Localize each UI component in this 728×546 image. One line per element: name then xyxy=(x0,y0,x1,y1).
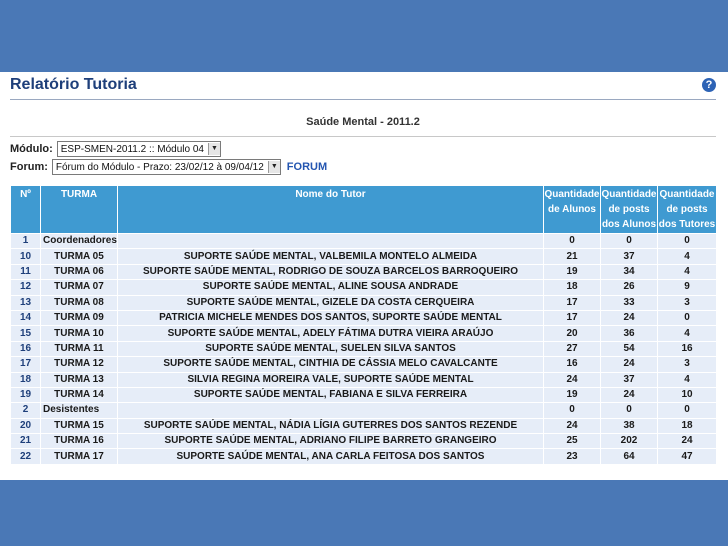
row-posts-tutores: 0 xyxy=(658,234,717,249)
row-number: 2 xyxy=(11,403,41,418)
row-posts-tutores: 4 xyxy=(658,372,717,387)
column-header-posts-tutores: Quantidade de posts dos Tutores xyxy=(658,186,717,234)
table-row xyxy=(11,310,717,325)
chevron-down-icon[interactable]: ▼ xyxy=(208,143,220,155)
table-row xyxy=(11,434,717,449)
page-title: Relatório Tutoria xyxy=(10,76,137,93)
table-row xyxy=(11,280,717,295)
row-posts-tutores: 47 xyxy=(658,449,717,464)
subtitle-divider xyxy=(10,136,716,137)
row-tutor: SUPORTE SAÚDE MENTAL, ADRIANO FILIPE BARRETO GRANGEIRO xyxy=(118,434,544,449)
row-alunos: 19 xyxy=(544,264,601,279)
column-header-number: Nº xyxy=(11,186,41,234)
column-header-alunos: Quantidade de Alunos xyxy=(544,186,601,234)
row-alunos: 17 xyxy=(544,310,601,325)
forum-select[interactable] xyxy=(52,159,281,175)
row-number: 14 xyxy=(11,310,41,325)
row-number: 22 xyxy=(11,449,41,464)
row-number: 10 xyxy=(11,249,41,264)
table-row xyxy=(11,264,717,279)
row-alunos: 17 xyxy=(544,295,601,310)
row-tutor: SUPORTE SAÚDE MENTAL, GIZELE DA COSTA CERQUEIRA xyxy=(118,295,544,310)
row-posts-alunos: 36 xyxy=(601,326,658,341)
modulo-select-value: ESP-SMEN-2011.2 :: Módulo 04 xyxy=(60,143,204,155)
table-row xyxy=(11,295,717,310)
tutor-report-table xyxy=(10,185,717,465)
row-alunos: 25 xyxy=(544,434,601,449)
row-posts-alunos: 26 xyxy=(601,280,658,295)
row-turma: TURMA 06 xyxy=(41,264,118,279)
column-header-posts-alunos: Quantidade de posts dos Alunos xyxy=(601,186,658,234)
chevron-down-icon[interactable]: ▼ xyxy=(268,161,280,173)
row-alunos: 20 xyxy=(544,326,601,341)
row-alunos: 27 xyxy=(544,341,601,356)
row-alunos: 0 xyxy=(544,234,601,249)
row-turma: TURMA 11 xyxy=(41,341,118,356)
row-turma: TURMA 07 xyxy=(41,280,118,295)
row-posts-alunos: 33 xyxy=(601,295,658,310)
row-turma: TURMA 17 xyxy=(41,449,118,464)
row-tutor: SUPORTE SAÚDE MENTAL, VALBEMILA MONTELO ALMEIDA xyxy=(118,249,544,264)
row-posts-tutores: 4 xyxy=(658,326,717,341)
row-alunos: 21 xyxy=(544,249,601,264)
row-alunos: 18 xyxy=(544,280,601,295)
row-turma: TURMA 12 xyxy=(41,357,118,372)
report-page xyxy=(0,72,728,480)
row-posts-tutores: 16 xyxy=(658,341,717,356)
row-turma: TURMA 09 xyxy=(41,310,118,325)
row-posts-tutores: 4 xyxy=(658,249,717,264)
forum-link[interactable]: FORUM xyxy=(286,161,328,173)
table-row xyxy=(11,372,717,387)
table-row xyxy=(11,403,717,418)
header-divider xyxy=(10,99,716,100)
row-number: 1 xyxy=(11,234,41,249)
row-tutor: SUPORTE SAÚDE MENTAL, FABIANA E SILVA FERREIRA xyxy=(118,387,544,402)
row-tutor: SUPORTE SAÚDE MENTAL, ANA CARLA FEITOSA DOS SANTOS xyxy=(118,449,544,464)
row-turma: TURMA 08 xyxy=(41,295,118,310)
row-posts-tutores: 4 xyxy=(658,264,717,279)
row-alunos: 24 xyxy=(544,418,601,433)
row-turma: TURMA 13 xyxy=(41,372,118,387)
row-alunos: 23 xyxy=(544,449,601,464)
row-turma: TURMA 16 xyxy=(41,434,118,449)
help-icon[interactable]: ? xyxy=(702,78,716,92)
row-turma: Coordenadores xyxy=(41,234,118,249)
table-row xyxy=(11,249,717,264)
table-row xyxy=(11,357,717,372)
page-header xyxy=(10,76,716,98)
row-posts-alunos: 0 xyxy=(601,403,658,418)
row-tutor: PATRICIA MICHELE MENDES DOS SANTOS, SUPORTE SAÚDE MENTAL xyxy=(118,310,544,325)
row-posts-alunos: 0 xyxy=(601,234,658,249)
row-turma: TURMA 10 xyxy=(41,326,118,341)
row-number: 16 xyxy=(11,341,41,356)
row-posts-alunos: 54 xyxy=(601,341,658,356)
row-turma: TURMA 05 xyxy=(41,249,118,264)
row-posts-alunos: 34 xyxy=(601,264,658,279)
row-tutor: SUPORTE SAÚDE MENTAL, NÁDIA LÍGIA GUTERRES DOS SANTOS REZENDE xyxy=(118,418,544,433)
row-posts-tutores: 3 xyxy=(658,357,717,372)
table-row xyxy=(11,326,717,341)
row-number: 18 xyxy=(11,372,41,387)
row-posts-alunos: 24 xyxy=(601,310,658,325)
row-number: 11 xyxy=(11,264,41,279)
table-row xyxy=(11,234,717,249)
row-tutor xyxy=(118,234,544,249)
row-turma: TURMA 15 xyxy=(41,418,118,433)
row-tutor: SUPORTE SAÚDE MENTAL, CINTHIA DE CÁSSIA MELO CAVALCANTE xyxy=(118,357,544,372)
row-tutor: SILVIA REGINA MOREIRA VALE, SUPORTE SAÚDE MENTAL xyxy=(118,372,544,387)
row-tutor: SUPORTE SAÚDE MENTAL, SUELEN SILVA SANTOS xyxy=(118,341,544,356)
table-row xyxy=(11,387,717,402)
row-posts-tutores: 3 xyxy=(658,295,717,310)
report-subtitle: Saúde Mental - 2011.2 xyxy=(306,116,420,128)
row-alunos: 24 xyxy=(544,372,601,387)
top-band xyxy=(0,0,728,72)
row-number: 19 xyxy=(11,387,41,402)
row-alunos: 16 xyxy=(544,357,601,372)
row-posts-tutores: 0 xyxy=(658,310,717,325)
row-alunos: 0 xyxy=(544,403,601,418)
modulo-select[interactable] xyxy=(57,141,221,157)
row-posts-tutores: 10 xyxy=(658,387,717,402)
modulo-filter xyxy=(10,141,221,157)
forum-filter xyxy=(10,159,327,175)
row-number: 17 xyxy=(11,357,41,372)
row-number: 20 xyxy=(11,418,41,433)
row-posts-tutores: 18 xyxy=(658,418,717,433)
bottom-band xyxy=(0,480,728,546)
row-posts-alunos: 24 xyxy=(601,387,658,402)
row-posts-tutores: 24 xyxy=(658,434,717,449)
column-header-turma: TURMA xyxy=(41,186,118,234)
row-turma: Desistentes xyxy=(41,403,118,418)
row-posts-alunos: 37 xyxy=(601,372,658,387)
row-posts-alunos: 24 xyxy=(601,357,658,372)
row-number: 13 xyxy=(11,295,41,310)
row-posts-tutores: 9 xyxy=(658,280,717,295)
row-number: 15 xyxy=(11,326,41,341)
forum-label: Forum: xyxy=(10,161,48,173)
row-alunos: 19 xyxy=(544,387,601,402)
row-tutor: SUPORTE SAÚDE MENTAL, ADELY FÁTIMA DUTRA VIEIRA ARAÚJO xyxy=(118,326,544,341)
row-posts-tutores: 0 xyxy=(658,403,717,418)
row-posts-alunos: 64 xyxy=(601,449,658,464)
table-row xyxy=(11,449,717,464)
row-tutor: SUPORTE SAÚDE MENTAL, RODRIGO DE SOUZA BARCELOS BARROQUEIRO xyxy=(118,264,544,279)
forum-select-value: Fórum do Módulo - Prazo: 23/02/12 à 09/04/12 xyxy=(55,161,264,173)
modulo-label: Módulo: xyxy=(10,143,53,155)
table-row xyxy=(11,341,717,356)
row-tutor xyxy=(118,403,544,418)
table-row xyxy=(11,418,717,433)
row-posts-alunos: 37 xyxy=(601,249,658,264)
row-number: 12 xyxy=(11,280,41,295)
row-posts-alunos: 38 xyxy=(601,418,658,433)
table-header-row xyxy=(11,186,717,234)
row-tutor: SUPORTE SAÚDE MENTAL, ALINE SOUSA ANDRADE xyxy=(118,280,544,295)
row-turma: TURMA 14 xyxy=(41,387,118,402)
row-posts-alunos: 202 xyxy=(601,434,658,449)
row-number: 21 xyxy=(11,434,41,449)
column-header-tutor: Nome do Tutor xyxy=(118,186,544,234)
